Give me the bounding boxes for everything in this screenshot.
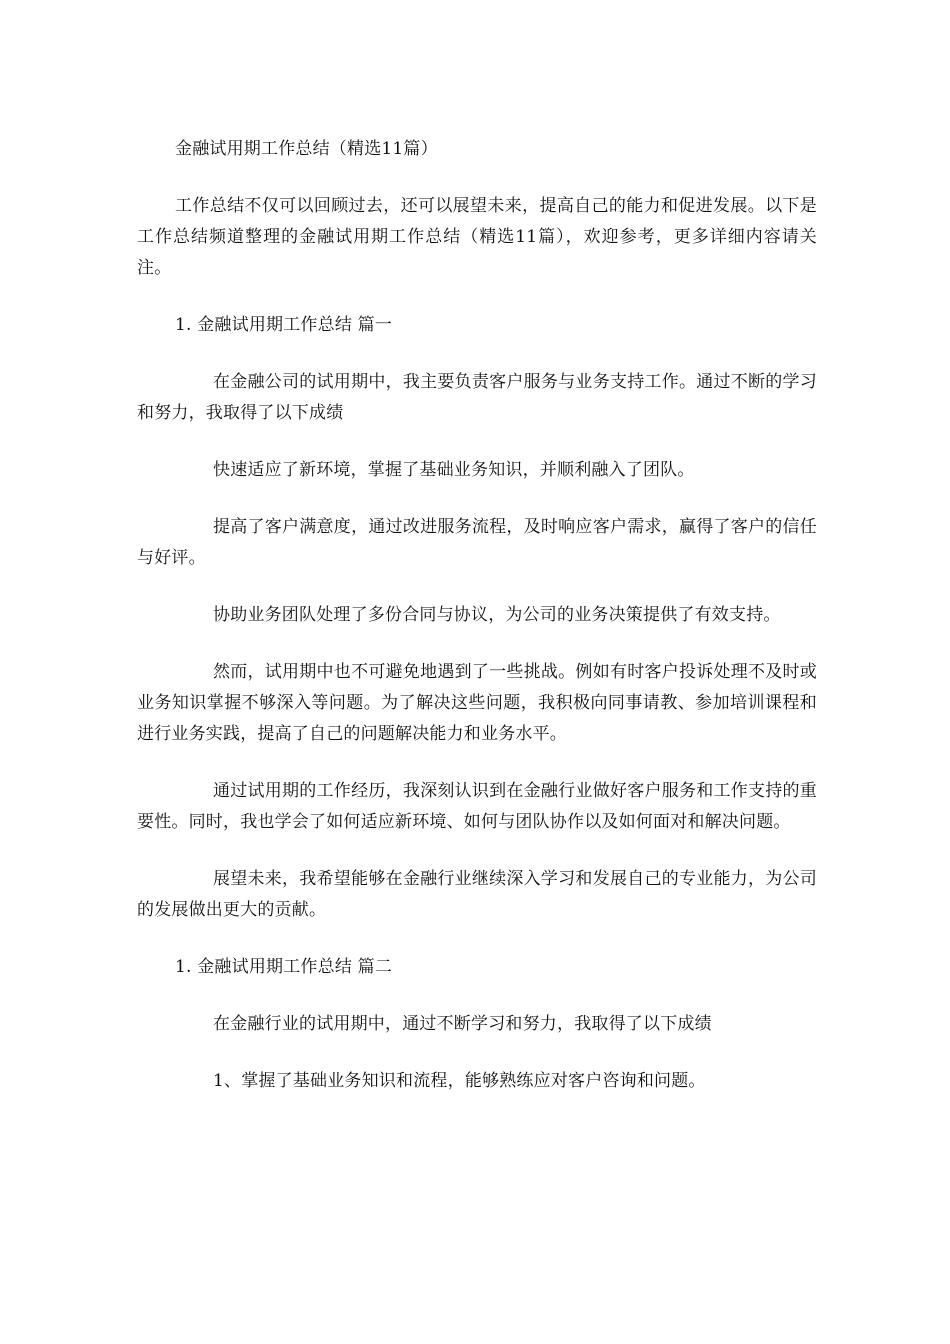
section2-paragraph: 在金融行业的试用期中，通过不断学习和努力，我取得了以下成绩 [213, 1014, 712, 1034]
section2-paragraph: 1、掌握了基础业务知识和流程，能够熟练应对客户咨询和问题。 [213, 1071, 706, 1091]
section1-paragraph: 展望未来，我希望能够在金融行业继续深入学习和发展自己的专业能力，为公司的发展做出更大的贡献。 [137, 869, 817, 920]
section1-paragraph: 在金融公司的试用期中，我主要负责客户服务与业务支持工作。通过不断的学习和努力，我取得了以下成绩 [137, 372, 817, 423]
document-body [137, 134, 817, 1123]
section1-paragraph: 提高了客户满意度，通过改进服务流程，及时响应客户需求，赢得了客户的信任与好评。 [137, 517, 817, 568]
section-heading-2: 1. 金融试用期工作总结 篇二 [175, 957, 393, 977]
intro-paragraph: 工作总结不仅可以回顾过去，还可以展望未来，提高自己的能力和促进发展。以下是工作总结频道整理的金融试用期工作总结（精选11篇），欢迎参考，更多详细内容请关注。 [137, 196, 817, 278]
section-heading-1: 1. 金融试用期工作总结 篇一 [175, 315, 393, 335]
section1-paragraph: 快速适应了新环境，掌握了基础业务知识，并顺利融入了团队。 [213, 460, 695, 480]
document-title: 金融试用期工作总结（精选11篇） [175, 139, 438, 159]
section1-paragraph: 然而，试用期中也不可避免地遇到了一些挑战。例如有时客户投诉处理不及时或业务知识掌握不够深入等问题。为了解决这些问题，我积极向同事请教、参加培训课程和进行业务实践，提高了自己的问题解决能力和业务水平。 [137, 662, 817, 744]
section1-paragraph: 通过试用期的工作经历，我深刻认识到在金融行业做好客户服务和工作支持的重要性。同时，我也学会了如何适应新环境、如何与团队协作以及如何面对和解决问题。 [137, 781, 817, 832]
section1-paragraph: 协助业务团队处理了多份合同与协议，为公司的业务决策提供了有效支持。 [213, 605, 781, 625]
